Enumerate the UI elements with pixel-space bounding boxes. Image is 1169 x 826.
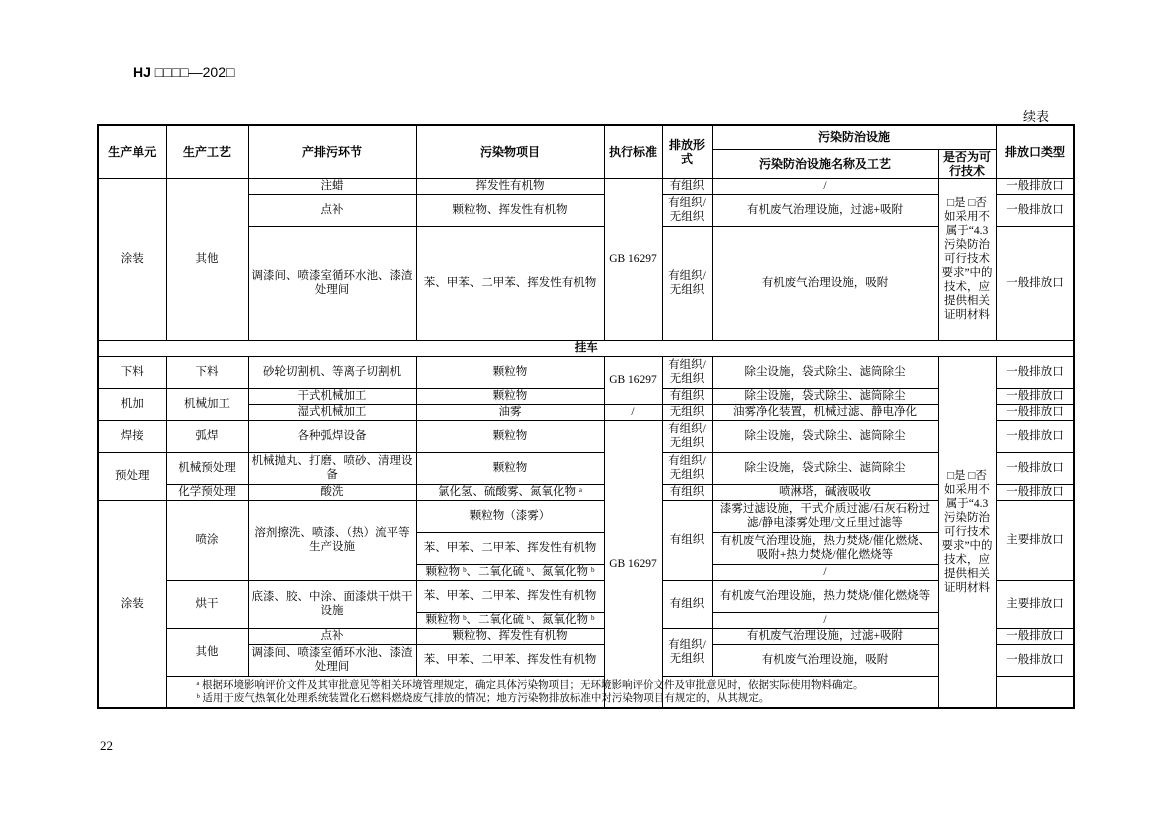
cell-pollutant: 颗粒物、挥发性有机物 — [416, 628, 604, 644]
cell-process: 烘干 — [166, 580, 248, 628]
cell-outlet: 主要排放口 — [996, 580, 1074, 628]
cell-form: 有组织/无组织 — [662, 420, 712, 452]
cell-form: 有组织/无组织 — [662, 226, 712, 340]
cell-facility: 有机废气治理设施，吸附 — [712, 644, 938, 676]
standard-code: □□□□—202□ — [154, 64, 235, 80]
cell-process: 下料 — [166, 356, 248, 388]
cell-standard: / — [604, 404, 662, 420]
cell-unit: 涂装 — [98, 500, 166, 708]
cell-form: 有组织/无组织 — [662, 194, 712, 226]
cell-pollutant: 苯、甲苯、二甲苯、挥发性有机物 — [416, 580, 604, 612]
cell-source: 砂轮切割机、等离子切割机 — [248, 356, 416, 388]
standard-prefix: HJ — [133, 64, 151, 80]
cell-outlet: 一般排放口 — [996, 178, 1074, 194]
cell-unit: 涂装 — [98, 178, 166, 340]
document-header — [133, 64, 234, 80]
cell-facility: 有机废气治理设施，热力焚烧/催化燃烧等 — [712, 580, 938, 612]
cell-pollutant: 颗粒物 — [416, 452, 604, 484]
col-outlet-type: 排放口类型 — [996, 125, 1074, 178]
cell-outlet: 一般排放口 — [996, 356, 1074, 388]
cell-outlet: 一般排放口 — [996, 388, 1074, 404]
cell-facility: 有机废气治理设施，过滤+吸附 — [712, 628, 938, 644]
cell-form: 有组织 — [662, 580, 712, 628]
cell-source: 调漆间、喷漆室循环水池、漆渣处理间 — [248, 226, 416, 340]
cell-pollutant: 颗粒物（漆雾） — [416, 500, 604, 532]
section-title: 挂车 — [98, 340, 1074, 356]
pollution-control-table — [97, 124, 1075, 709]
cell-pollutant: 颗粒物 — [416, 388, 604, 404]
cell-outlet: 一般排放口 — [996, 194, 1074, 226]
cell-form: 有组织 — [662, 484, 712, 500]
note-b: ᵇ 适用于废气热氧化处理系统装置化石燃料燃烧废气排放的情况；地方污染物排放标准中对污染物项目有规定的，从其规定。 — [196, 692, 770, 704]
cell-facility: / — [712, 178, 938, 194]
cell-feasible: □是 □否 如采用不属于“4.3 污染防治可行技术要求”中的技术，应提供相关证明材料 — [938, 356, 996, 708]
cell-pollutant: 颗粒物 — [416, 420, 604, 452]
cell-outlet: 一般排放口 — [996, 484, 1074, 500]
table-notes — [166, 676, 1074, 708]
cell-source: 干式机械加工 — [248, 388, 416, 404]
cell-source: 点补 — [248, 194, 416, 226]
cell-process: 其他 — [166, 178, 248, 340]
cell-form: 有组织/无组织 — [662, 356, 712, 388]
cell-unit: 机加 — [98, 388, 166, 420]
cell-process: 化学预处理 — [166, 484, 248, 500]
cell-source: 底漆、胶、中涂、面漆烘干烘干设施 — [248, 580, 416, 628]
cell-source: 酸洗 — [248, 484, 416, 500]
cell-standard: GB 16297 — [604, 356, 662, 404]
cell-pollutant: 颗粒物 ᵇ、二氧化硫 ᵇ、氮氧化物 ᵇ — [416, 612, 604, 628]
cell-source: 湿式机械加工 — [248, 404, 416, 420]
cell-form: 有组织 — [662, 178, 712, 194]
cell-pollutant: 苯、甲苯、二甲苯、挥发性有机物 — [416, 226, 604, 340]
col-facility-name: 污染防治设施名称及工艺 — [712, 149, 938, 178]
cell-process: 机械加工 — [166, 388, 248, 420]
cell-outlet: 一般排放口 — [996, 628, 1074, 644]
col-pollutant: 污染物项目 — [416, 125, 604, 178]
cell-form: 无组织 — [662, 404, 712, 420]
cell-source: 机械抛丸、打磨、喷砂、清理设备 — [248, 452, 416, 484]
continued-label: 续表 — [1022, 109, 1049, 124]
cell-outlet: 一般排放口 — [996, 226, 1074, 340]
cell-outlet: 一般排放口 — [996, 420, 1074, 452]
cell-facility: 除尘设施，袋式除尘、滤筒除尘 — [712, 452, 938, 484]
cell-outlet: 一般排放口 — [996, 452, 1074, 484]
cell-process: 机械预处理 — [166, 452, 248, 484]
cell-form: 有组织/无组织 — [662, 452, 712, 484]
cell-outlet: 一般排放口 — [996, 644, 1074, 676]
cell-unit: 焊接 — [98, 420, 166, 452]
col-feasible: 是否为可行技术 — [938, 149, 996, 178]
cell-pollutant: 氯化氢、硫酸雾、氮氧化物 ᵃ — [416, 484, 604, 500]
cell-source: 各种弧焊设备 — [248, 420, 416, 452]
cell-outlet: 一般排放口 — [996, 404, 1074, 420]
col-emission-form: 排放形式 — [662, 125, 712, 178]
cell-outlet: 主要排放口 — [996, 500, 1074, 580]
cell-facility: 有机废气治理设施，过滤+吸附 — [712, 194, 938, 226]
cell-process: 其他 — [166, 628, 248, 676]
cell-pollutant: 颗粒物 ᵇ、二氧化硫 ᵇ、氮氧化物 ᵇ — [416, 564, 604, 580]
cell-facility: 喷淋塔，碱液吸收 — [712, 484, 938, 500]
cell-source: 注蜡 — [248, 178, 416, 194]
cell-pollutant: 苯、甲苯、二甲苯、挥发性有机物 — [416, 644, 604, 676]
cell-form: 有组织/无组织 — [662, 628, 712, 676]
cell-process: 弧焊 — [166, 420, 248, 452]
cell-pollutant: 颗粒物、挥发性有机物 — [416, 194, 604, 226]
cell-pollutant: 苯、甲苯、二甲苯、挥发性有机物 — [416, 532, 604, 564]
cell-facility: 油雾净化装置，机械过滤、静电净化 — [712, 404, 938, 420]
cell-facility: / — [712, 612, 938, 628]
cell-facility: 除尘设施，袋式除尘、滤筒除尘 — [712, 388, 938, 404]
cell-pollutant: 挥发性有机物 — [416, 178, 604, 194]
cell-pollutant: 油雾 — [416, 404, 604, 420]
cell-pollutant: 颗粒物 — [416, 356, 604, 388]
cell-feasible: □是 □否 如采用不属于“4.3 污染防治可行技术要求”中的技术，应提供相关证明材料 — [938, 178, 996, 340]
cell-source: 调漆间、喷漆室循环水池、漆渣处理间 — [248, 644, 416, 676]
page-number: 22 — [100, 738, 113, 753]
col-source: 产排污环节 — [248, 125, 416, 178]
cell-facility: 有机废气治理设施，吸附 — [712, 226, 938, 340]
note-a: ᵃ 根据环境影响评价文件及其审批意见等相关环境管理规定，确定具体污染物项目；无环境影响评价文件及审批意见时，依据实际使用物料确定。 — [196, 679, 864, 691]
cell-standard: GB 16297 — [604, 420, 662, 708]
cell-facility: 除尘设施，袋式除尘、滤筒除尘 — [712, 356, 938, 388]
cell-facility: 除尘设施，袋式除尘、滤筒除尘 — [712, 420, 938, 452]
col-standard: 执行标准 — [604, 125, 662, 178]
cell-facility: 有机废气治理设施，热力焚烧/催化燃烧、吸附+热力焚烧/催化燃烧等 — [712, 532, 938, 564]
col-unit: 生产单元 — [98, 125, 166, 178]
cell-unit: 预处理 — [98, 452, 166, 500]
cell-form: 有组织 — [662, 388, 712, 404]
cell-process: 喷涂 — [166, 500, 248, 580]
cell-unit: 下料 — [98, 356, 166, 388]
cell-source: 点补 — [248, 628, 416, 644]
cell-form: 有组织 — [662, 500, 712, 580]
cell-source: 溶剂擦洗、喷漆、（热）流平等生产设施 — [248, 500, 416, 580]
cell-facility: 漆雾过滤设施，干式介质过滤/石灰石粉过滤/静电漆雾处理/文丘里过滤等 — [712, 500, 938, 532]
col-process: 生产工艺 — [166, 125, 248, 178]
cell-facility: / — [712, 564, 938, 580]
col-facility-group: 污染防治设施 — [712, 125, 996, 149]
cell-standard: GB 16297 — [604, 178, 662, 340]
